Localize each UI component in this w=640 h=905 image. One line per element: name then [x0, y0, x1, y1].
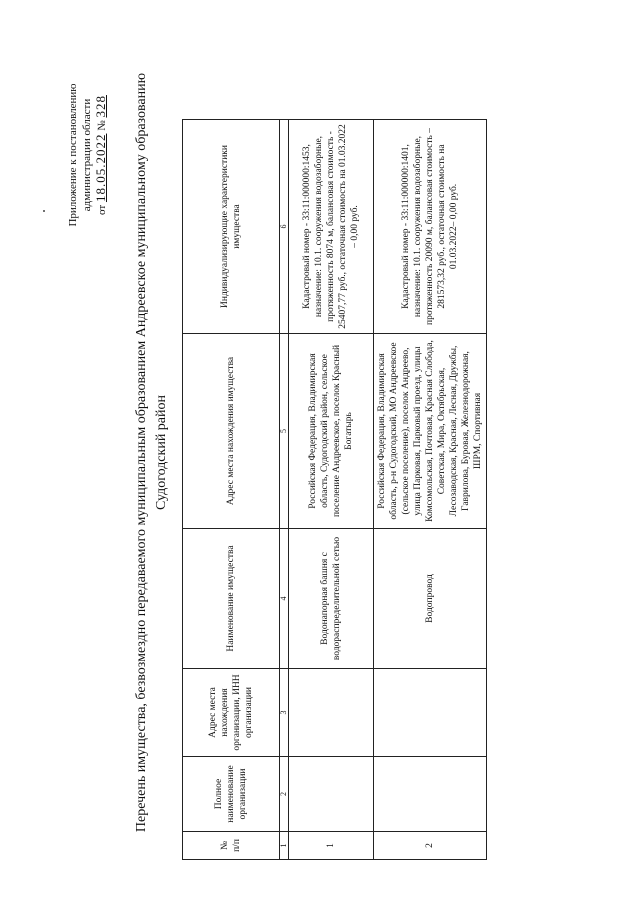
- column-number: 2: [280, 757, 289, 832]
- column-number: 4: [280, 529, 289, 669]
- org-name-cell: [289, 757, 374, 832]
- characteristics-cell: Кадастровый номер - 33:11:000000:1453, назначение: 10.1. сооружения водозаборные, протяженность 8074 м, балансовая стоимость - 25407,77 руб., остаточная стоимость на 01.03.2022 – 0,00 руб.: [289, 120, 374, 334]
- table-header-row: [183, 120, 280, 860]
- document-title: [132, 30, 172, 875]
- title-line-2: Судогодский район: [154, 394, 169, 511]
- appendix-header: [66, 45, 109, 265]
- property-name-cell: Водопровод: [374, 529, 487, 669]
- number-prefix: №: [96, 120, 108, 131]
- property-address-cell: Российская Федерация, Владимирская область, р-н Судогодский, МО Андреевское (сельское поселение), поселок Андреево, улица Парковая, Парковый проезд, улицы Комсомольская, Почтовая, Красная Слобода, Советская, Мира, Октябрьская, Лесозаводская, Красная, Лесная, Дружбы, Гаврилова, Буровая, Железнодорожная, ШРМ, Спортивная: [374, 334, 487, 529]
- row-number: 1: [289, 832, 374, 860]
- org-name-cell: [374, 757, 487, 832]
- appendix-date-line: [94, 45, 109, 265]
- characteristics-cell: Кадастровый номер - 33:11:000000:1401, назначение: 10.1. сооружения водозаборные, протяженность 20090 м, балансовая стоимость – 281573,32 руб., остаточная стоимость на 01.03.2022– 0,00 руб.: [374, 120, 487, 334]
- row-number: 2: [374, 832, 487, 860]
- org-address-cell: [374, 669, 487, 757]
- property-address-cell: Российская Федерация, Владимирская область, Судогодский район, сельское поселение Андреевское, поселок Красный Богатырь: [289, 334, 374, 529]
- header-cell: Адрес места нахождения организации, ИНН организации: [183, 669, 280, 757]
- column-number-row: [280, 120, 289, 860]
- table-row: [374, 120, 487, 860]
- scan-speck: [43, 210, 45, 212]
- column-number: 5: [280, 334, 289, 529]
- table-row: [289, 120, 374, 860]
- date-prefix: от: [96, 204, 108, 215]
- appendix-line-1: Приложение к постановлению: [67, 83, 79, 227]
- header-cell: Полное наименование организации: [183, 757, 280, 832]
- org-address-cell: [289, 669, 374, 757]
- header-cell: № п/п: [183, 832, 280, 860]
- column-number: 6: [280, 120, 289, 334]
- appendix-line-2: администрации области: [81, 98, 93, 212]
- header-cell: Адрес места нахождения имущества: [183, 334, 280, 529]
- column-number: 1: [280, 832, 289, 860]
- header-cell: Индивидуализирующие характеристики имущества: [183, 120, 280, 334]
- decree-number: 328: [93, 95, 108, 118]
- property-name-cell: Водонапорная башня с водораспределительной сетью: [289, 529, 374, 669]
- column-number: 3: [280, 669, 289, 757]
- property-table: [182, 119, 487, 860]
- decree-date: 18.05.2022: [93, 133, 108, 203]
- title-line-1: Перечень имущества, безвозмездно передаваемого муниципальным образованием Андреевское муниципальному образованию: [134, 72, 149, 833]
- header-cell: Наименование имущества: [183, 529, 280, 669]
